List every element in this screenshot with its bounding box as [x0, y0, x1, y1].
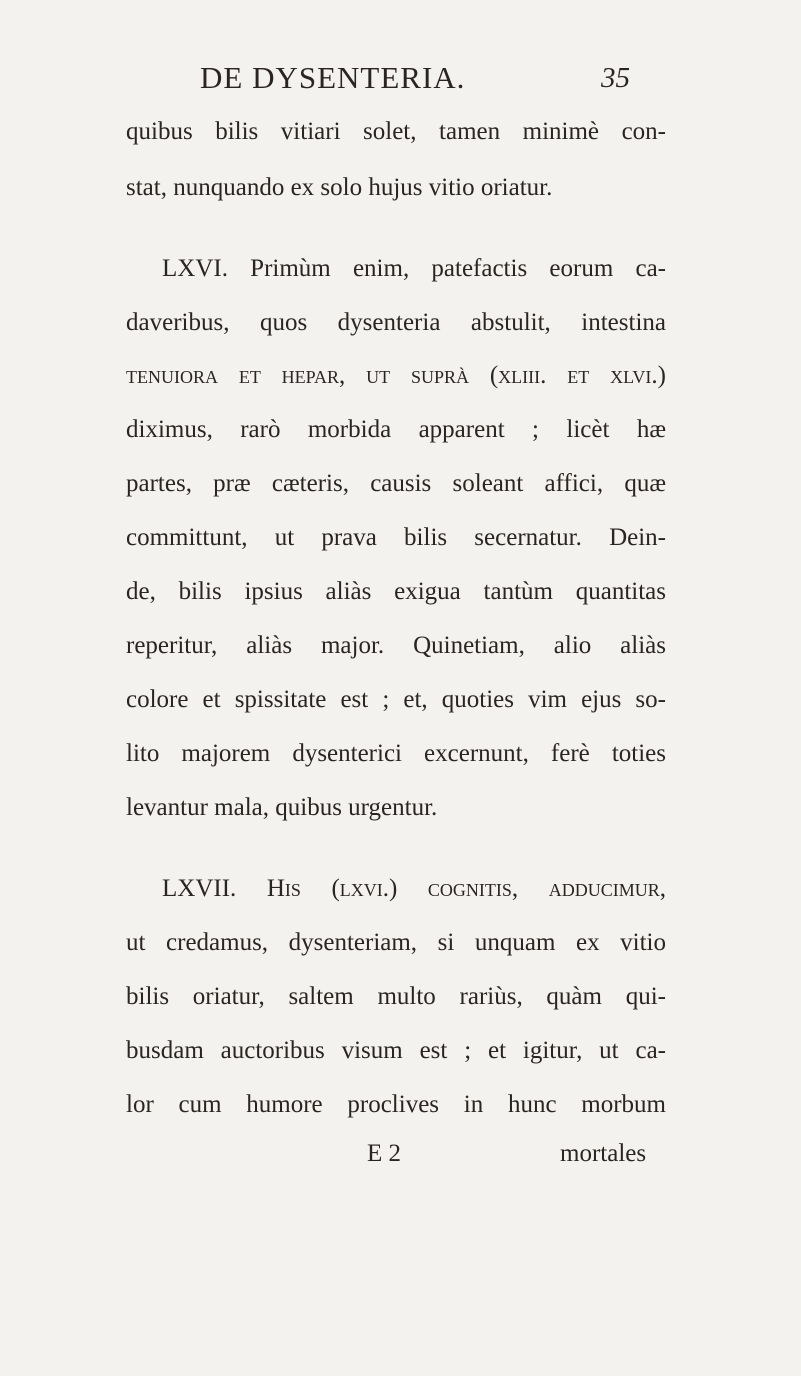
text-line: reperitur, aliàs major. Quinetiam, alio aliàs: [126, 632, 666, 659]
text-line: lito majorem dysenterici excernunt, ferè toties: [126, 740, 666, 767]
text-line: lor cum humore proclives in hunc morbum: [126, 1091, 666, 1118]
paragraph-lxvi-start: LXVI. Primùm enim, patefactis eorum ca-: [162, 255, 666, 282]
text-line: de, bilis ipsius aliàs exigua tantùm quantitas: [126, 578, 666, 605]
running-header: [200, 60, 630, 104]
text-line: ut credamus, dysenteriam, si unquam ex vitio: [126, 929, 666, 956]
running-title: DE DYSENTERIA.: [200, 60, 466, 95]
text-line: levantur mala, quibus urgentur.: [126, 794, 438, 821]
paragraph-lxvii-start: LXVII. His (lxvi.) cognitis, adducimur,: [162, 875, 666, 902]
text-line: colore et spissitate est ; et, quoties vim ejus so-: [126, 686, 666, 713]
text-line: partes, præ cæteris, causis soleant affici, quæ: [126, 470, 666, 497]
signature-mark: E 2: [367, 1140, 402, 1167]
text-line: bilis oriatur, saltem multo rariùs, quàm qui-: [126, 983, 666, 1010]
text-line: busdam auctoribus visum est ; et igitur, ut ca-: [126, 1037, 666, 1064]
text-line: stat, nunquando ex solo hujus vitio oriatur.: [126, 174, 553, 201]
text-line: diximus, rarò morbida apparent ; licèt hæ: [126, 416, 666, 443]
text-line: tenuiora et hepar, ut suprà (xliii. et xlvi.): [126, 362, 666, 389]
catchword: mortales: [560, 1140, 647, 1167]
text-line: committunt, ut prava bilis secernatur. Dein-: [126, 524, 666, 551]
text-line: daveribus, quos dysenteria abstulit, intestina: [126, 309, 666, 336]
text-line: quibus bilis vitiari solet, tamen minimè con-: [126, 118, 666, 145]
page-number: 35: [601, 62, 630, 94]
